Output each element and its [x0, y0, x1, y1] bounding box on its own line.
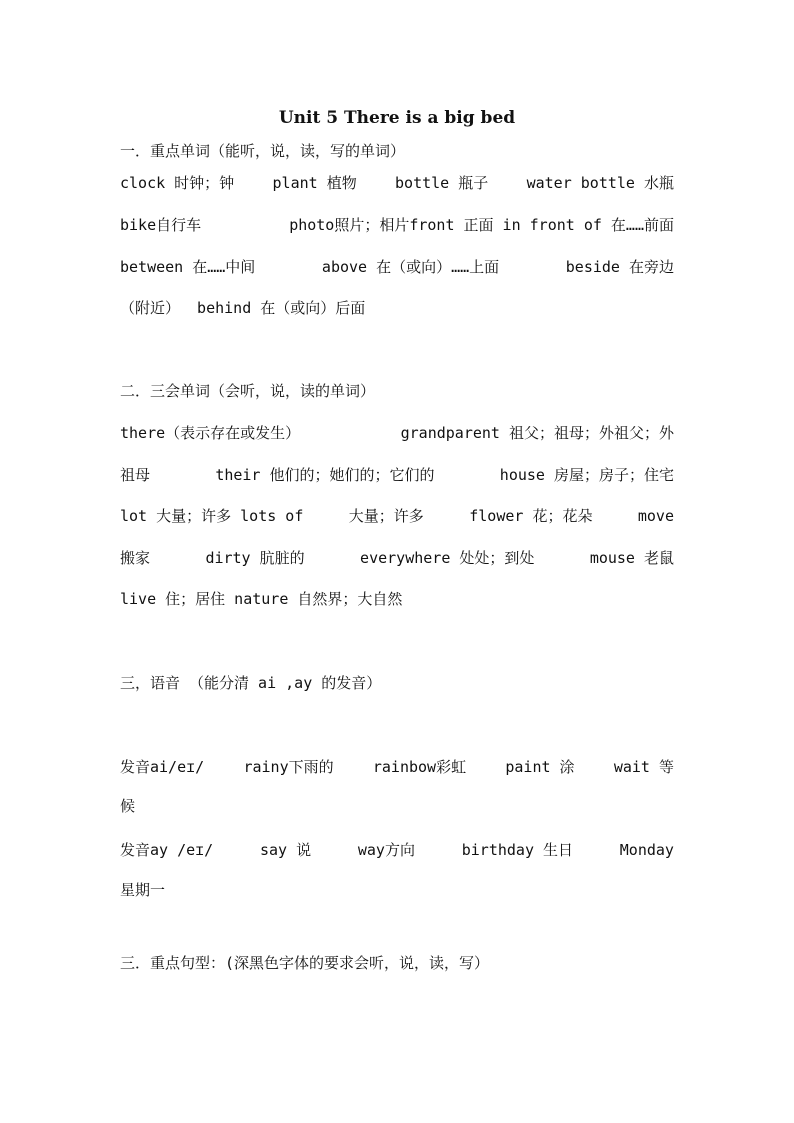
section1-line-1 [120, 172, 674, 194]
vocab-item: move [637, 507, 674, 525]
vocab-item: 搬家 [120, 549, 151, 567]
vocab-item: clock 时钟；钟 [120, 174, 235, 192]
section1-heading: 一．重点单词（能听，说，读，写的单词） [120, 142, 406, 160]
section2-line-1 [120, 422, 674, 444]
phonics-word: Monday [619, 841, 674, 859]
section2-heading: 二．三会单词（会听，说，读的单词） [120, 382, 376, 400]
vocab-item: grandparent 祖父；祖母；外祖父；外 [400, 424, 674, 442]
vocab-item: beside 在旁边 [565, 258, 674, 276]
section1-line-2 [120, 214, 674, 236]
document-title: Unit 5 There is a big bed [278, 108, 516, 128]
phonics-label: 发音ai/eɪ/ [120, 758, 205, 776]
phonics-word: say 说 [259, 841, 312, 859]
phonics-ai-wrap: 候 [120, 797, 136, 815]
vocab-item: everywhere 处处；到处 [360, 549, 535, 567]
phonics-word: rainy下雨的 [243, 758, 334, 776]
phonics-ay-line [120, 839, 674, 861]
vocab-item: live 住；居住 nature 自然界；大自然 [120, 590, 403, 608]
section4-heading: 三．重点句型：(深黑色字体的要求会听，说，读，写） [120, 954, 490, 972]
vocab-item: bike自行车 [120, 216, 202, 234]
vocab-item: there（表示存在或发生） [120, 424, 301, 442]
vocab-item: house 房屋；房子；住宅 [499, 466, 674, 484]
vocab-item: dirty 肮脏的 [205, 549, 305, 567]
phonics-word: paint 涂 [505, 758, 575, 776]
section2-line-3 [120, 505, 674, 527]
phonics-label: 发音ay /eɪ/ [120, 841, 214, 859]
phonics-word: wait 等 [613, 758, 674, 776]
vocab-item: water bottle 水瓶 [526, 174, 674, 192]
section1-line-3 [120, 256, 674, 278]
phonics-ai-line [120, 756, 674, 778]
vocab-item: flower 花；花朵 [469, 507, 593, 525]
section3-heading: 三，语音 （能分清 ai ,ay 的发音） [120, 674, 382, 692]
phonics-word: birthday 生日 [461, 841, 574, 859]
vocab-item: plant 植物 [272, 174, 357, 192]
phonics-word: rainbow彩虹 [372, 758, 467, 776]
phonics-word: way方向 [357, 841, 415, 859]
section1-line-4 [120, 297, 674, 319]
vocab-item: lot 大量；许多 lots of [120, 507, 304, 525]
section2-line-5 [120, 588, 674, 610]
vocab-item: behind 在（或向）后面 [197, 299, 366, 317]
vocab-item: above 在（或向）……上面 [321, 258, 500, 276]
vocab-item: bottle 瓶子 [395, 174, 489, 192]
section2-line-4 [120, 547, 674, 569]
vocab-item: their 他们的；她们的；它们的 [215, 466, 435, 484]
vocab-item: 大量；许多 [348, 507, 424, 525]
vocab-item: （附近） [120, 299, 181, 317]
vocab-item: between 在……中间 [120, 258, 256, 276]
phonics-ay-wrap: 星期一 [120, 881, 166, 899]
section2-line-2 [120, 464, 674, 486]
vocab-item: photo照片；相片front 正面 in front of 在……前面 [289, 216, 674, 234]
vocab-item: 祖母 [120, 466, 151, 484]
vocab-item: mouse 老鼠 [589, 549, 674, 567]
